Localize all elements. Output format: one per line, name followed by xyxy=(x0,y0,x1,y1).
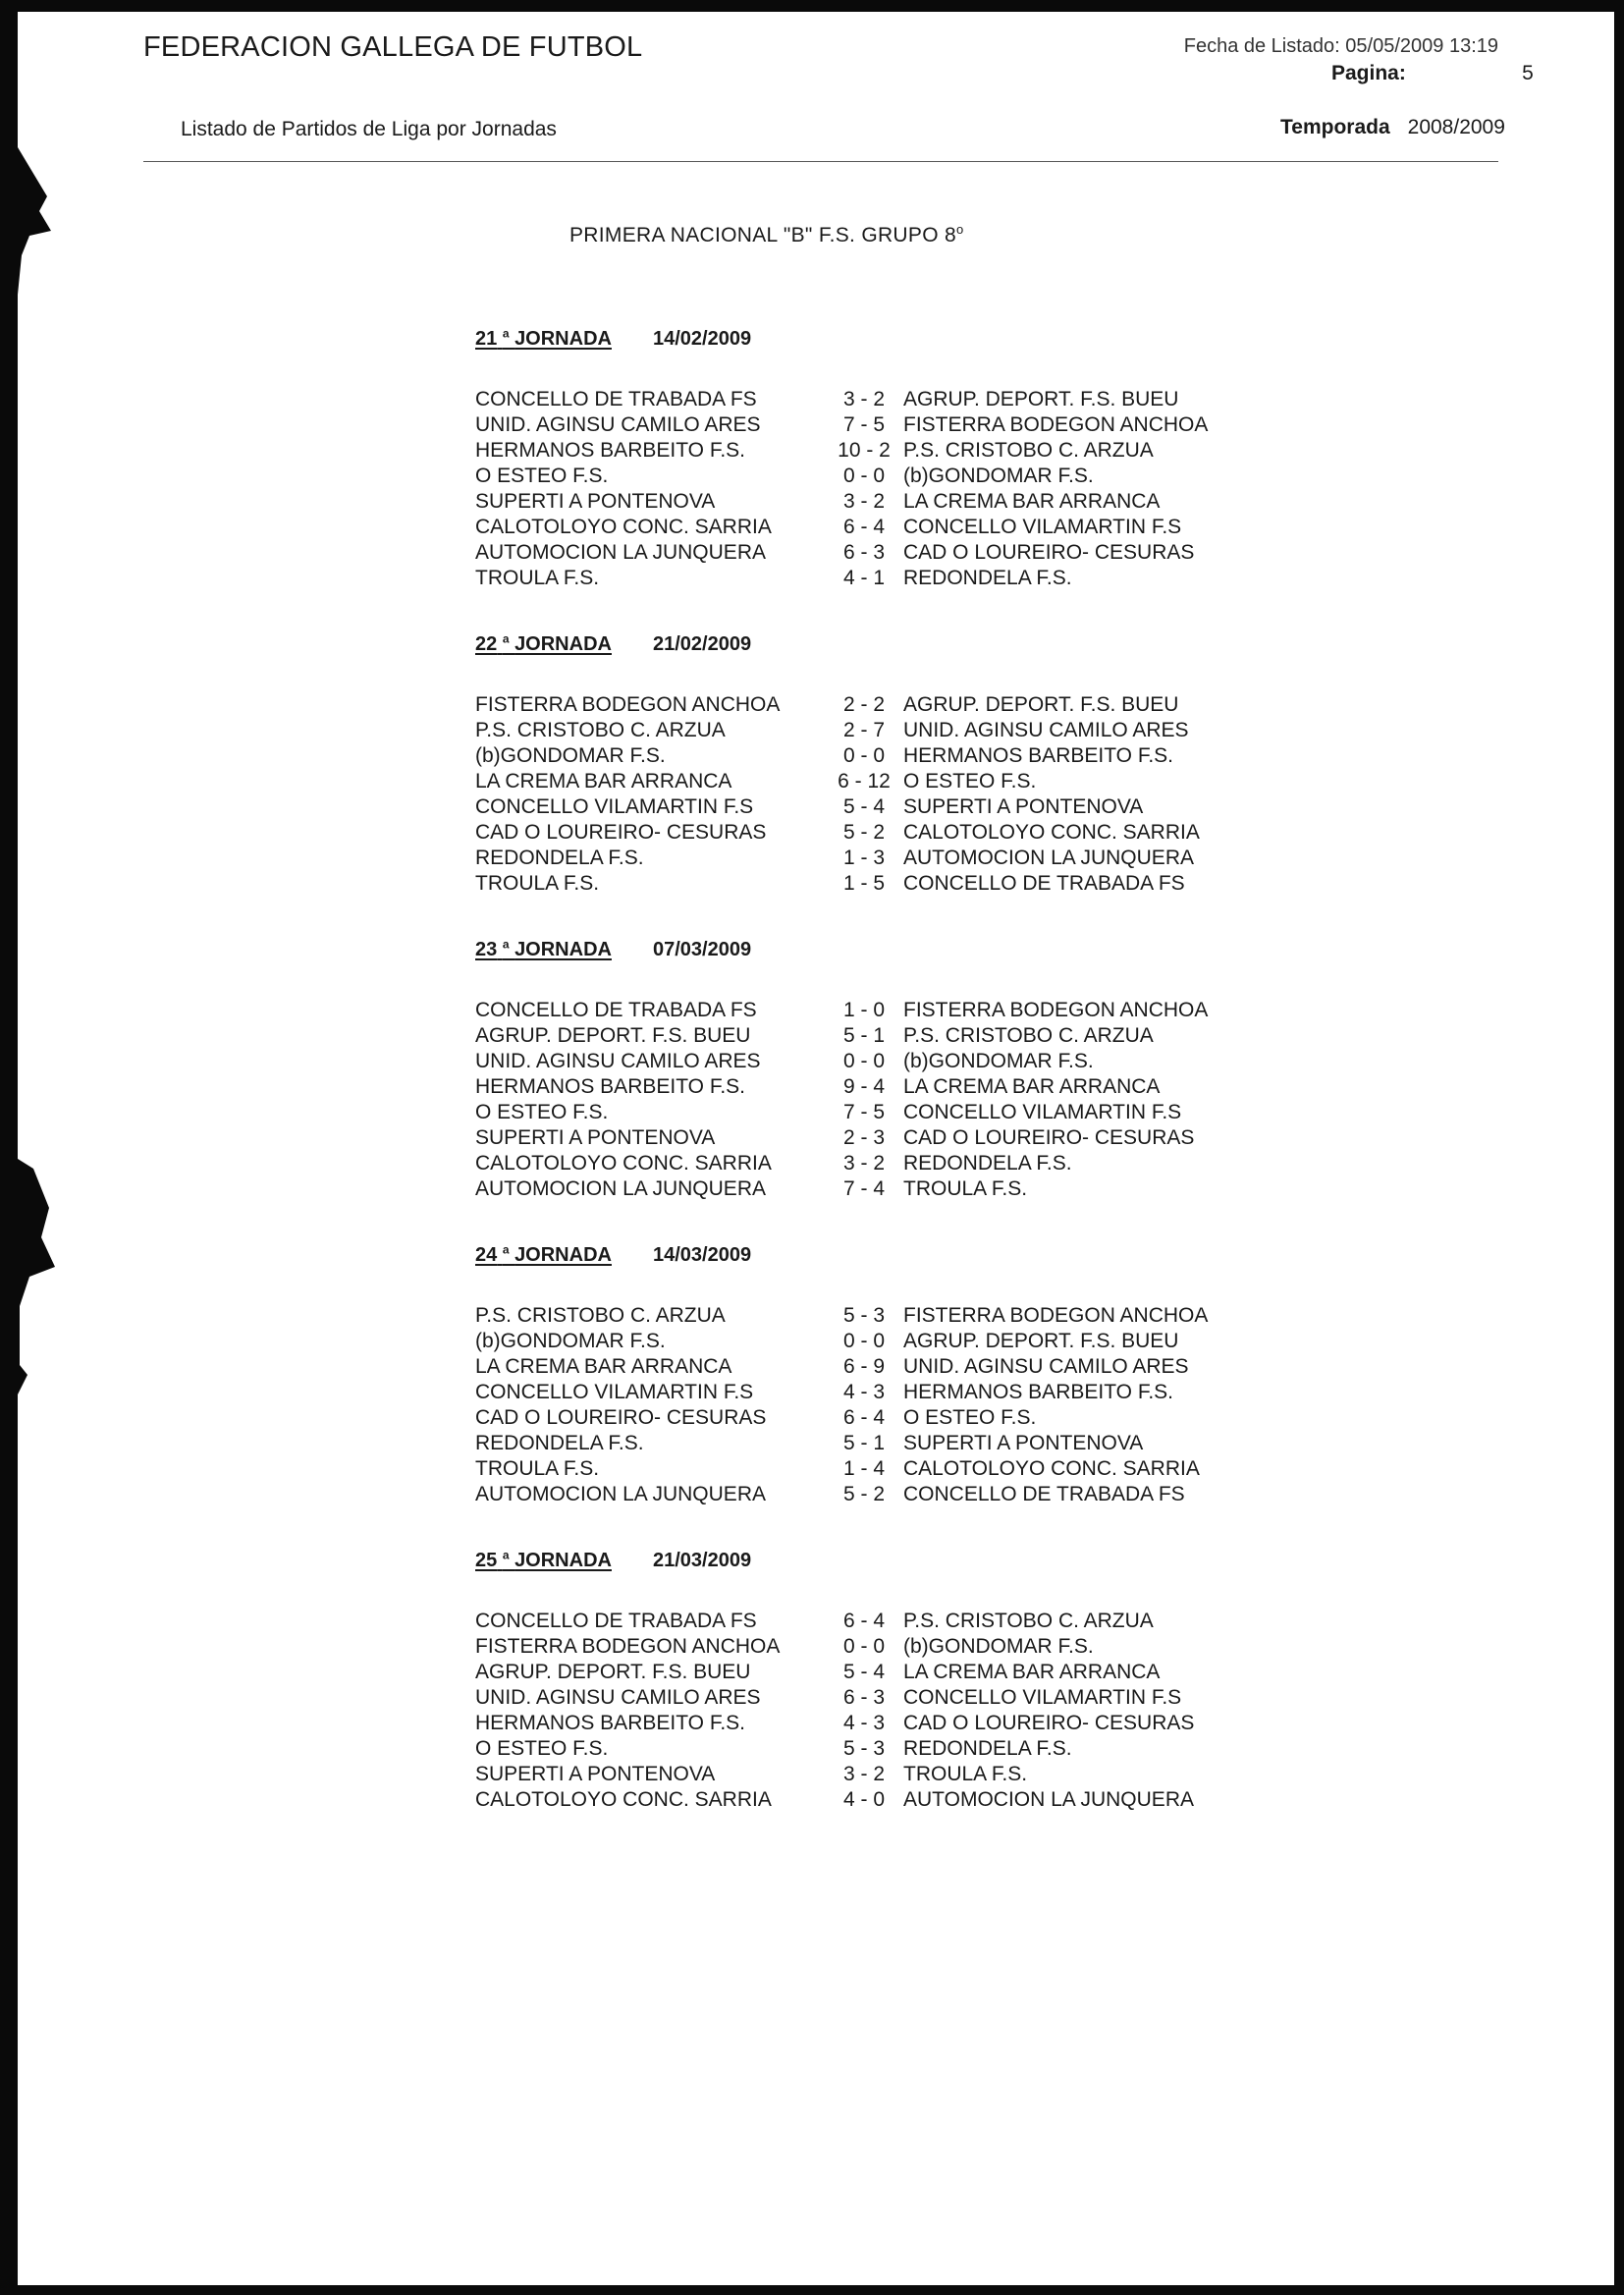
match-row xyxy=(475,412,1280,438)
home-team: P.S. CRISTOBO C. ARZUA xyxy=(475,1304,726,1327)
home-team: CALOTOLOYO CONC. SARRIA xyxy=(475,1152,772,1175)
away-team: P.S. CRISTOBO C. ARZUA xyxy=(903,1610,1154,1632)
away-team: CAD O LOUREIRO- CESURAS xyxy=(903,541,1195,564)
match-row xyxy=(475,1380,1280,1405)
match-row xyxy=(475,1151,1280,1176)
home-team: TROULA F.S. xyxy=(475,567,600,589)
match-row xyxy=(475,1711,1280,1736)
match-score: 3 - 2 xyxy=(842,490,886,513)
match-score: 4 - 3 xyxy=(842,1712,886,1734)
report-subtitle: Listado de Partidos de Liga por Jornadas xyxy=(181,118,557,140)
match-score: 3 - 2 xyxy=(842,1152,886,1175)
away-team: HERMANOS BARBEITO F.S. xyxy=(903,1381,1173,1403)
match-score: 0 - 0 xyxy=(842,464,886,487)
away-team: O ESTEO F.S. xyxy=(903,1406,1037,1429)
match-score: 6 - 4 xyxy=(842,1406,886,1429)
match-score: 5 - 2 xyxy=(842,1483,886,1505)
home-team: LA CREMA BAR ARRANCA xyxy=(475,1355,732,1378)
home-team: (b)GONDOMAR F.S. xyxy=(475,1330,666,1352)
home-team: O ESTEO F.S. xyxy=(475,1737,609,1760)
match-score: 5 - 1 xyxy=(842,1024,886,1047)
home-team: (b)GONDOMAR F.S. xyxy=(475,744,666,767)
home-team: CONCELLO DE TRABADA FS xyxy=(475,388,757,410)
round-block xyxy=(475,631,1280,897)
page-label: Pagina: xyxy=(1331,62,1406,84)
match-score: 5 - 3 xyxy=(842,1737,886,1760)
home-team: CAD O LOUREIRO- CESURAS xyxy=(475,1406,767,1429)
listing-date-label: Fecha de Listado: xyxy=(1183,35,1340,57)
away-team: CAD O LOUREIRO- CESURAS xyxy=(903,1126,1195,1149)
match-row xyxy=(475,820,1280,846)
home-team: UNID. AGINSU CAMILO ARES xyxy=(475,1686,761,1709)
away-team: AGRUP. DEPORT. F.S. BUEU xyxy=(903,388,1179,410)
match-score: 4 - 3 xyxy=(842,1381,886,1403)
scan-border-right xyxy=(1614,0,1624,2295)
round-heading xyxy=(475,326,1280,355)
round-heading xyxy=(475,1548,1280,1577)
round-heading xyxy=(475,631,1280,661)
home-team: AGRUP. DEPORT. F.S. BUEU xyxy=(475,1661,751,1683)
round-block xyxy=(475,1242,1280,1507)
home-team: CALOTOLOYO CONC. SARRIA xyxy=(475,1788,772,1811)
away-team: UNID. AGINSU CAMILO ARES xyxy=(903,1355,1189,1378)
round-date: 14/02/2009 xyxy=(652,327,752,350)
round-heading xyxy=(475,1242,1280,1272)
match-row xyxy=(475,1736,1280,1762)
away-team: REDONDELA F.S. xyxy=(903,1737,1072,1760)
match-row xyxy=(475,1456,1280,1482)
match-score: 1 - 0 xyxy=(842,999,886,1021)
home-team: UNID. AGINSU CAMILO ARES xyxy=(475,413,761,436)
match-score: 5 - 4 xyxy=(842,795,886,818)
match-row xyxy=(475,1762,1280,1787)
league-title xyxy=(569,222,963,247)
round-number: 25 xyxy=(475,1549,498,1571)
match-score: 0 - 0 xyxy=(842,1050,886,1072)
match-list xyxy=(475,1303,1280,1507)
round-number: 23 xyxy=(475,938,498,960)
match-row xyxy=(475,438,1280,464)
match-score: 7 - 5 xyxy=(842,1101,886,1123)
match-row xyxy=(475,1685,1280,1711)
match-score: 2 - 7 xyxy=(842,719,886,741)
home-team: TROULA F.S. xyxy=(475,1457,600,1480)
round-ordinal: a xyxy=(502,1242,510,1256)
match-row xyxy=(475,489,1280,515)
match-list xyxy=(475,998,1280,1202)
match-row xyxy=(475,1405,1280,1431)
away-team: UNID. AGINSU CAMILO ARES xyxy=(903,719,1189,741)
round-block xyxy=(475,326,1280,591)
round-label: JORNADA xyxy=(514,1243,612,1266)
home-team: UNID. AGINSU CAMILO ARES xyxy=(475,1050,761,1072)
match-score: 6 - 9 xyxy=(842,1355,886,1378)
round-label: JORNADA xyxy=(514,1549,612,1571)
round-heading xyxy=(475,937,1280,966)
home-team: CONCELLO VILAMARTIN F.S xyxy=(475,795,754,818)
match-score: 5 - 2 xyxy=(842,821,886,844)
round-number-group xyxy=(475,1244,612,1266)
match-score: 2 - 3 xyxy=(842,1126,886,1149)
away-team: AUTOMOCION LA JUNQUERA xyxy=(903,847,1194,869)
match-score: 5 - 1 xyxy=(842,1432,886,1454)
match-row xyxy=(475,464,1280,489)
listing-date xyxy=(1184,35,1498,58)
round-date: 07/03/2009 xyxy=(652,938,752,960)
match-score: 3 - 2 xyxy=(842,1763,886,1785)
away-team: (b)GONDOMAR F.S. xyxy=(903,1635,1094,1658)
round-ordinal: a xyxy=(502,1548,510,1561)
match-score: 5 - 4 xyxy=(842,1661,886,1683)
match-score: 4 - 0 xyxy=(842,1788,886,1811)
match-score: 6 - 3 xyxy=(842,1686,886,1709)
away-team: LA CREMA BAR ARRANCA xyxy=(903,490,1161,513)
away-team: CONCELLO VILAMARTIN F.S xyxy=(903,1686,1182,1709)
away-team: FISTERRA BODEGON ANCHOA xyxy=(903,413,1209,436)
page-indicator xyxy=(1331,62,1534,85)
home-team: FISTERRA BODEGON ANCHOA xyxy=(475,693,781,716)
match-score: 2 - 2 xyxy=(842,693,886,716)
away-team: (b)GONDOMAR F.S. xyxy=(903,1050,1094,1072)
match-row xyxy=(475,1303,1280,1329)
home-team: CONCELLO DE TRABADA FS xyxy=(475,999,757,1021)
home-team: AUTOMOCION LA JUNQUERA xyxy=(475,541,766,564)
match-row xyxy=(475,794,1280,820)
match-list xyxy=(475,387,1280,591)
away-team: TROULA F.S. xyxy=(903,1177,1028,1200)
match-list xyxy=(475,1609,1280,1813)
away-team: REDONDELA F.S. xyxy=(903,1152,1072,1175)
match-score: 7 - 5 xyxy=(842,413,886,436)
away-team: CAD O LOUREIRO- CESURAS xyxy=(903,1712,1195,1734)
home-team: O ESTEO F.S. xyxy=(475,1101,609,1123)
league-name: PRIMERA NACIONAL "B" F.S. GRUPO 8 xyxy=(569,224,956,246)
away-team: SUPERTI A PONTENOVA xyxy=(903,1432,1144,1454)
match-row xyxy=(475,1634,1280,1660)
round-number-group xyxy=(475,939,612,960)
home-team: AUTOMOCION LA JUNQUERA xyxy=(475,1177,766,1200)
match-row xyxy=(475,1660,1280,1685)
match-row xyxy=(475,1354,1280,1380)
round-number-group xyxy=(475,633,612,655)
match-row xyxy=(475,871,1280,897)
away-team: CONCELLO VILAMARTIN F.S xyxy=(903,1101,1182,1123)
round-number: 21 xyxy=(475,327,498,350)
home-team: CONCELLO DE TRABADA FS xyxy=(475,1610,757,1632)
round-label: JORNADA xyxy=(514,327,612,350)
match-score: 1 - 5 xyxy=(842,872,886,895)
match-list xyxy=(475,692,1280,897)
match-row xyxy=(475,1100,1280,1125)
home-team: CAD O LOUREIRO- CESURAS xyxy=(475,821,767,844)
round-ordinal: a xyxy=(502,631,510,645)
away-team: AGRUP. DEPORT. F.S. BUEU xyxy=(903,693,1179,716)
round-ordinal: a xyxy=(502,937,510,951)
match-row xyxy=(475,387,1280,412)
away-team: CONCELLO DE TRABADA FS xyxy=(903,1483,1185,1505)
round-block xyxy=(475,1548,1280,1813)
match-score: 7 - 4 xyxy=(842,1177,886,1200)
match-row xyxy=(475,846,1280,871)
match-row xyxy=(475,566,1280,591)
match-row xyxy=(475,1329,1280,1354)
page-number: 5 xyxy=(1522,62,1534,84)
match-row xyxy=(475,743,1280,769)
match-row xyxy=(475,1482,1280,1507)
away-team: REDONDELA F.S. xyxy=(903,567,1072,589)
away-team: LA CREMA BAR ARRANCA xyxy=(903,1075,1161,1098)
match-row xyxy=(475,1125,1280,1151)
away-team: FISTERRA BODEGON ANCHOA xyxy=(903,999,1209,1021)
scan-border-bottom xyxy=(0,2285,1624,2295)
match-row xyxy=(475,1609,1280,1634)
round-label: JORNADA xyxy=(514,938,612,960)
match-score: 6 - 3 xyxy=(842,541,886,564)
match-score: 0 - 0 xyxy=(842,1330,886,1352)
season-label: Temporada xyxy=(1280,116,1390,138)
match-row xyxy=(475,769,1280,794)
round-ordinal: a xyxy=(502,326,510,340)
away-team: CALOTOLOYO CONC. SARRIA xyxy=(903,1457,1200,1480)
away-team: CONCELLO DE TRABADA FS xyxy=(903,872,1185,895)
round-date: 14/03/2009 xyxy=(652,1243,752,1266)
away-team: HERMANOS BARBEITO F.S. xyxy=(903,744,1173,767)
league-ordinal: o xyxy=(955,222,964,237)
match-score: 6 - 12 xyxy=(838,770,891,792)
away-team: SUPERTI A PONTENOVA xyxy=(903,795,1144,818)
match-row xyxy=(475,692,1280,718)
match-row xyxy=(475,1431,1280,1456)
home-team: AGRUP. DEPORT. F.S. BUEU xyxy=(475,1024,751,1047)
round-number: 22 xyxy=(475,632,498,655)
home-team: SUPERTI A PONTENOVA xyxy=(475,1763,716,1785)
home-team: AUTOMOCION LA JUNQUERA xyxy=(475,1483,766,1505)
match-row xyxy=(475,540,1280,566)
round-label: JORNADA xyxy=(514,632,612,655)
match-score: 0 - 0 xyxy=(842,1635,886,1658)
scan-border-top xyxy=(0,0,1624,12)
round-date: 21/03/2009 xyxy=(652,1549,752,1571)
home-team: HERMANOS BARBEITO F.S. xyxy=(475,1075,745,1098)
away-team: LA CREMA BAR ARRANCA xyxy=(903,1661,1161,1683)
away-team: CALOTOLOYO CONC. SARRIA xyxy=(903,821,1200,844)
match-score: 9 - 4 xyxy=(842,1075,886,1098)
round-number: 24 xyxy=(475,1243,498,1266)
match-row xyxy=(475,1023,1280,1049)
match-score: 6 - 4 xyxy=(842,1610,886,1632)
away-team: CONCELLO VILAMARTIN F.S xyxy=(903,516,1182,538)
home-team: HERMANOS BARBEITO F.S. xyxy=(475,1712,745,1734)
round-block xyxy=(475,937,1280,1202)
match-row xyxy=(475,515,1280,540)
round-number-group xyxy=(475,328,612,350)
season-value: 2008/2009 xyxy=(1407,116,1505,138)
season-indicator xyxy=(1280,116,1505,139)
round-number-group xyxy=(475,1550,612,1571)
match-score: 1 - 4 xyxy=(842,1457,886,1480)
match-row xyxy=(475,1074,1280,1100)
match-score: 4 - 1 xyxy=(842,567,886,589)
home-team: FISTERRA BODEGON ANCHOA xyxy=(475,1635,781,1658)
home-team: LA CREMA BAR ARRANCA xyxy=(475,770,732,792)
match-score: 1 - 3 xyxy=(842,847,886,869)
home-team: HERMANOS BARBEITO F.S. xyxy=(475,439,745,462)
round-date: 21/02/2009 xyxy=(652,632,752,655)
away-team: AUTOMOCION LA JUNQUERA xyxy=(903,1788,1194,1811)
match-row xyxy=(475,718,1280,743)
home-team: REDONDELA F.S. xyxy=(475,847,644,869)
match-score: 5 - 3 xyxy=(842,1304,886,1327)
home-team: TROULA F.S. xyxy=(475,872,600,895)
home-team: REDONDELA F.S. xyxy=(475,1432,644,1454)
away-team: (b)GONDOMAR F.S. xyxy=(903,464,1094,487)
match-score: 6 - 4 xyxy=(842,516,886,538)
home-team: O ESTEO F.S. xyxy=(475,464,609,487)
home-team: P.S. CRISTOBO C. ARZUA xyxy=(475,719,726,741)
match-row xyxy=(475,1176,1280,1202)
away-team: TROULA F.S. xyxy=(903,1763,1028,1785)
home-team: CONCELLO VILAMARTIN F.S xyxy=(475,1381,754,1403)
match-score: 10 - 2 xyxy=(838,439,891,462)
match-row xyxy=(475,998,1280,1023)
listing-date-value: 05/05/2009 13:19 xyxy=(1345,35,1498,57)
away-team: FISTERRA BODEGON ANCHOA xyxy=(903,1304,1209,1327)
header-divider xyxy=(143,161,1498,162)
home-team: CALOTOLOYO CONC. SARRIA xyxy=(475,516,772,538)
match-row xyxy=(475,1787,1280,1813)
match-score: 0 - 0 xyxy=(842,744,886,767)
away-team: P.S. CRISTOBO C. ARZUA xyxy=(903,439,1154,462)
away-team: O ESTEO F.S. xyxy=(903,770,1037,792)
match-row xyxy=(475,1049,1280,1074)
home-team: SUPERTI A PONTENOVA xyxy=(475,1126,716,1149)
away-team: AGRUP. DEPORT. F.S. BUEU xyxy=(903,1330,1179,1352)
organization-title: FEDERACION GALLEGA DE FUTBOL xyxy=(143,31,643,63)
home-team: SUPERTI A PONTENOVA xyxy=(475,490,716,513)
match-score: 3 - 2 xyxy=(842,388,886,410)
away-team: P.S. CRISTOBO C. ARZUA xyxy=(903,1024,1154,1047)
